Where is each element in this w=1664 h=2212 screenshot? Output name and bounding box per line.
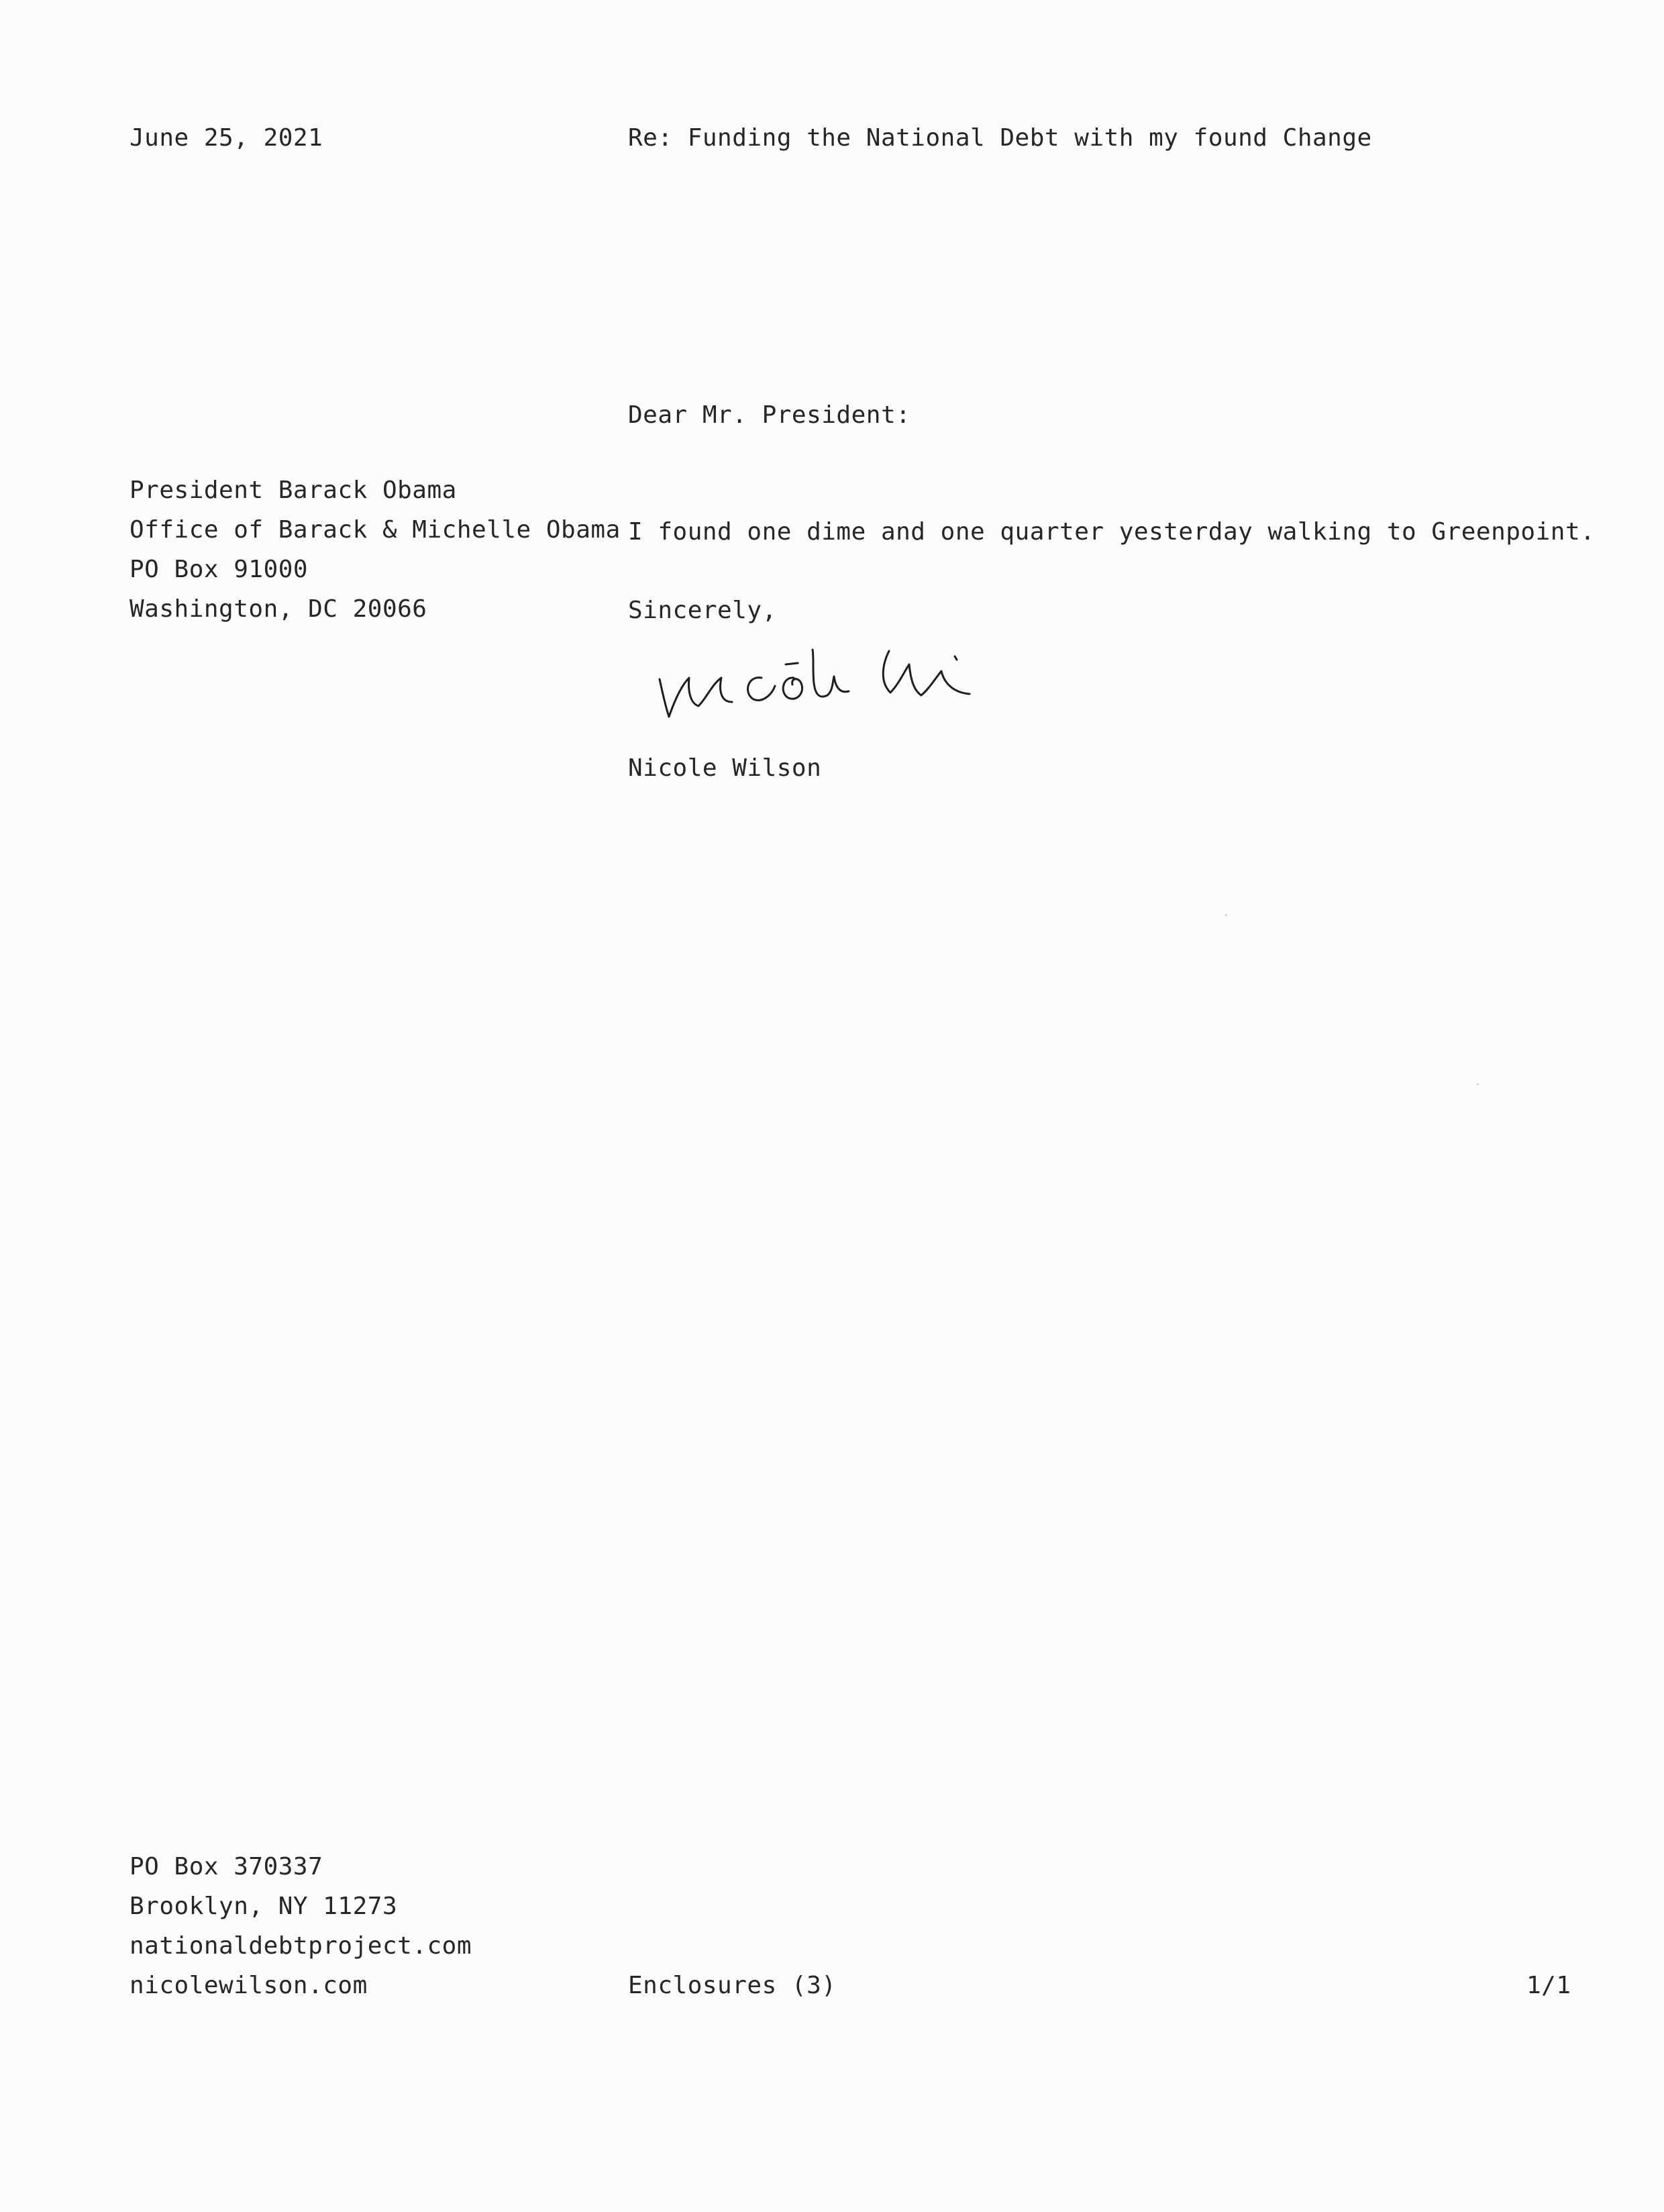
- closing: Sincerely,: [628, 597, 777, 624]
- recipient-po-box: PO Box 91000: [129, 556, 309, 583]
- recipient-office: Office of Barack & Michelle Obama: [129, 516, 621, 544]
- sender-website-project: nationaldebtproject.com: [129, 1932, 472, 1960]
- letter-date: June 25, 2021: [129, 124, 323, 152]
- sender-po-box: PO Box 370337: [129, 1853, 323, 1880]
- sender-address: [129, 1847, 472, 2005]
- salutation: Dear Mr. President:: [628, 401, 911, 429]
- sender-name: Nicole Wilson: [628, 754, 822, 782]
- letter-subject: Re: Funding the National Debt with my found Change: [628, 124, 1372, 152]
- recipient-city: Washington, DC 20066: [129, 595, 427, 623]
- page-number: 1/1: [1526, 1972, 1571, 1999]
- recipient-address: [129, 470, 621, 629]
- sender-website-personal: nicolewilson.com: [129, 1972, 368, 1999]
- scan-speck: [1477, 1083, 1479, 1085]
- recipient-name: President Barack Obama: [129, 476, 457, 504]
- sender-city: Brooklyn, NY 11273: [129, 1893, 398, 1920]
- enclosures-note: Enclosures (3): [628, 1972, 837, 1999]
- signature-icon: [654, 638, 990, 732]
- letter-body: I found one dime and one quarter yesterday walking to Greenpoint.: [628, 518, 1596, 546]
- scan-speck: [1225, 914, 1227, 916]
